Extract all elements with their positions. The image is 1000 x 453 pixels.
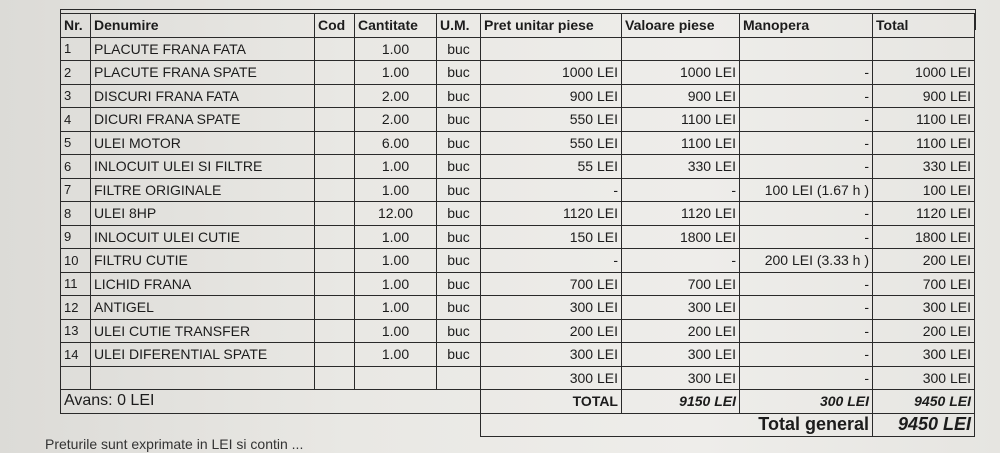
cell-denumire: ULEI DIFERENTIAL SPATE <box>91 343 315 367</box>
header-nr: Nr. <box>61 14 91 38</box>
cell-cantitate: 1.00 <box>355 225 437 249</box>
table-body <box>61 37 975 390</box>
header-valoare: Valoare piese <box>622 14 740 38</box>
cell-denumire <box>91 366 315 390</box>
total-general-label: Total general <box>481 413 873 437</box>
cell-pret: 550 LEI <box>481 108 622 132</box>
cell-um: buc <box>437 272 481 296</box>
cell-pret <box>481 37 622 61</box>
cell-manopera: - <box>740 202 873 226</box>
cell-valoare <box>622 37 740 61</box>
table-row <box>61 343 975 367</box>
cell-manopera: - <box>740 366 873 390</box>
table-row <box>61 202 975 226</box>
cell-pret: 700 LEI <box>481 272 622 296</box>
cell-nr: 8 <box>61 202 91 226</box>
cell-denumire: INLOCUIT ULEI SI FILTRE <box>91 155 315 179</box>
header-cod: Cod <box>315 14 355 38</box>
cell-valoare: 1120 LEI <box>622 202 740 226</box>
cell-denumire: FILTRE ORIGINALE <box>91 178 315 202</box>
cell-cod <box>315 108 355 132</box>
table-row <box>61 225 975 249</box>
cell-total: 200 LEI <box>873 319 975 343</box>
cell-um: buc <box>437 296 481 320</box>
cell-um: buc <box>437 319 481 343</box>
cell-um: buc <box>437 225 481 249</box>
cell-manopera: - <box>740 108 873 132</box>
table-row <box>61 319 975 343</box>
avans-cell: Avans: 0 LEI <box>61 390 481 414</box>
cell-pret: 1000 LEI <box>481 61 622 85</box>
table-row <box>61 108 975 132</box>
cell-pret: 300 LEI <box>481 343 622 367</box>
cell-valoare: 300 LEI <box>622 343 740 367</box>
cell-manopera: - <box>740 225 873 249</box>
cell-denumire: ULEI 8HP <box>91 202 315 226</box>
header-denumire: Denumire <box>91 14 315 38</box>
table-row <box>61 61 975 85</box>
cell-valoare: 700 LEI <box>622 272 740 296</box>
cell-total: 300 LEI <box>873 296 975 320</box>
table-row <box>61 178 975 202</box>
cell-cod <box>315 249 355 273</box>
cell-cod <box>315 296 355 320</box>
cell-manopera: 100 LEI (1.67 h ) <box>740 178 873 202</box>
cell-total: 330 LEI <box>873 155 975 179</box>
cell-valoare: 300 LEI <box>622 296 740 320</box>
cell-valoare: - <box>622 178 740 202</box>
cell-nr: 14 <box>61 343 91 367</box>
cell-um: buc <box>437 343 481 367</box>
cell-valoare: 1000 LEI <box>622 61 740 85</box>
cell-valoare: 1800 LEI <box>622 225 740 249</box>
cell-pret: - <box>481 178 622 202</box>
cell-total: 1000 LEI <box>873 61 975 85</box>
cell-cod <box>315 225 355 249</box>
cell-cantitate: 1.00 <box>355 296 437 320</box>
cell-cantitate: 6.00 <box>355 131 437 155</box>
cell-valoare: 1100 LEI <box>622 108 740 132</box>
total-general-value: 9450 LEI <box>873 413 975 437</box>
cell-cod <box>315 155 355 179</box>
cell-nr: 11 <box>61 272 91 296</box>
total-manopera: 300 LEI <box>740 390 873 414</box>
cell-denumire: PLACUTE FRANA FATA <box>91 37 315 61</box>
header-pret-unitar: Pret unitar piese <box>481 14 622 38</box>
cell-um: buc <box>437 249 481 273</box>
cell-total: 900 LEI <box>873 84 975 108</box>
cell-denumire: DICURI FRANA SPATE <box>91 108 315 132</box>
cell-valoare: 330 LEI <box>622 155 740 179</box>
cell-pret: 550 LEI <box>481 131 622 155</box>
cell-um: buc <box>437 131 481 155</box>
cell-nr: 9 <box>61 225 91 249</box>
cell-total: 1100 LEI <box>873 131 975 155</box>
cell-cantitate: 12.00 <box>355 202 437 226</box>
cell-nr: 5 <box>61 131 91 155</box>
cell-manopera <box>740 37 873 61</box>
table-row <box>61 249 975 273</box>
cell-cod <box>315 131 355 155</box>
cell-total: 100 LEI <box>873 178 975 202</box>
cell-nr: 3 <box>61 84 91 108</box>
table-row <box>61 84 975 108</box>
cell-valoare: 900 LEI <box>622 84 740 108</box>
total-piese: 9150 LEI <box>622 390 740 414</box>
cell-nr: 12 <box>61 296 91 320</box>
header-manopera: Manopera <box>740 14 873 38</box>
cell-manopera: - <box>740 296 873 320</box>
cell-nr: 13 <box>61 319 91 343</box>
cell-denumire: FILTRU CUTIE <box>91 249 315 273</box>
cell-cod <box>315 37 355 61</box>
cell-denumire: LICHID FRANA <box>91 272 315 296</box>
avans-row <box>61 390 975 414</box>
cell-manopera: - <box>740 343 873 367</box>
cell-pret: 300 LEI <box>481 296 622 320</box>
header-um: U.M. <box>437 14 481 38</box>
cell-manopera: 200 LEI (3.33 h ) <box>740 249 873 273</box>
cell-cantitate: 1.00 <box>355 319 437 343</box>
table-row <box>61 131 975 155</box>
cell-total: 300 LEI <box>873 366 975 390</box>
cell-manopera: - <box>740 84 873 108</box>
cell-um: buc <box>437 178 481 202</box>
cell-pret: 150 LEI <box>481 225 622 249</box>
cell-valoare: - <box>622 249 740 273</box>
cell-manopera: - <box>740 61 873 85</box>
cell-denumire: INLOCUIT ULEI CUTIE <box>91 225 315 249</box>
total-general-row <box>61 413 975 437</box>
cell-valoare: 200 LEI <box>622 319 740 343</box>
cell-um: buc <box>437 155 481 179</box>
cell-cantitate: 1.00 <box>355 343 437 367</box>
cell-cantitate: 2.00 <box>355 84 437 108</box>
cell-manopera: - <box>740 155 873 179</box>
cell-total: 1800 LEI <box>873 225 975 249</box>
cell-nr: 7 <box>61 178 91 202</box>
cell-um: buc <box>437 108 481 132</box>
cell-cantitate: 1.00 <box>355 37 437 61</box>
cell-um <box>437 366 481 390</box>
cell-total: 1120 LEI <box>873 202 975 226</box>
cell-pret: - <box>481 249 622 273</box>
table-row <box>61 155 975 179</box>
blank-cell <box>61 413 481 437</box>
cell-cod <box>315 178 355 202</box>
cell-total <box>873 37 975 61</box>
cell-nr: 4 <box>61 108 91 132</box>
cell-cantitate <box>355 366 437 390</box>
cell-denumire: DISCURI FRANA FATA <box>91 84 315 108</box>
table-row <box>61 37 975 61</box>
cell-total: 700 LEI <box>873 272 975 296</box>
cell-nr: 1 <box>61 37 91 61</box>
cell-cod <box>315 319 355 343</box>
cell-valoare: 1100 LEI <box>622 131 740 155</box>
cell-cod <box>315 272 355 296</box>
cell-um: buc <box>437 61 481 85</box>
cell-cod <box>315 84 355 108</box>
cell-cantitate: 1.00 <box>355 249 437 273</box>
table-row <box>61 366 975 390</box>
header-total: Total <box>873 14 975 38</box>
cell-manopera: - <box>740 319 873 343</box>
cell-um: buc <box>437 202 481 226</box>
cell-nr: 10 <box>61 249 91 273</box>
cell-cod <box>315 202 355 226</box>
table-row <box>61 296 975 320</box>
table-header-row <box>61 14 975 38</box>
cell-cantitate: 1.00 <box>355 61 437 85</box>
cell-pret: 1120 LEI <box>481 202 622 226</box>
cell-cantitate: 1.00 <box>355 178 437 202</box>
cell-cantitate: 1.00 <box>355 272 437 296</box>
cell-nr <box>61 366 91 390</box>
cell-cantitate: 2.00 <box>355 108 437 132</box>
cell-cod <box>315 61 355 85</box>
cell-total: 200 LEI <box>873 249 975 273</box>
cell-valoare: 300 LEI <box>622 366 740 390</box>
total-label: TOTAL <box>481 390 622 414</box>
cell-pret: 900 LEI <box>481 84 622 108</box>
cell-cantitate: 1.00 <box>355 155 437 179</box>
invoice-table <box>60 13 975 437</box>
cell-denumire: PLACUTE FRANA SPATE <box>91 61 315 85</box>
cell-pret: 300 LEI <box>481 366 622 390</box>
table-row <box>61 272 975 296</box>
cell-pret: 200 LEI <box>481 319 622 343</box>
cell-total: 300 LEI <box>873 343 975 367</box>
cell-cod <box>315 343 355 367</box>
cell-pret: 55 LEI <box>481 155 622 179</box>
cell-cod <box>315 366 355 390</box>
cell-denumire: ULEI CUTIE TRANSFER <box>91 319 315 343</box>
cell-um: buc <box>437 84 481 108</box>
cell-denumire: ULEI MOTOR <box>91 131 315 155</box>
header-cantitate: Cantitate <box>355 14 437 38</box>
total-sum: 9450 LEI <box>873 390 975 414</box>
cell-manopera: - <box>740 272 873 296</box>
footer-note: Preturile sunt exprimate in LEI si contin ... <box>45 436 304 452</box>
cell-manopera: - <box>740 131 873 155</box>
cell-total: 1100 LEI <box>873 108 975 132</box>
cell-nr: 2 <box>61 61 91 85</box>
cell-um: buc <box>437 37 481 61</box>
cell-nr: 6 <box>61 155 91 179</box>
cell-denumire: ANTIGEL <box>91 296 315 320</box>
